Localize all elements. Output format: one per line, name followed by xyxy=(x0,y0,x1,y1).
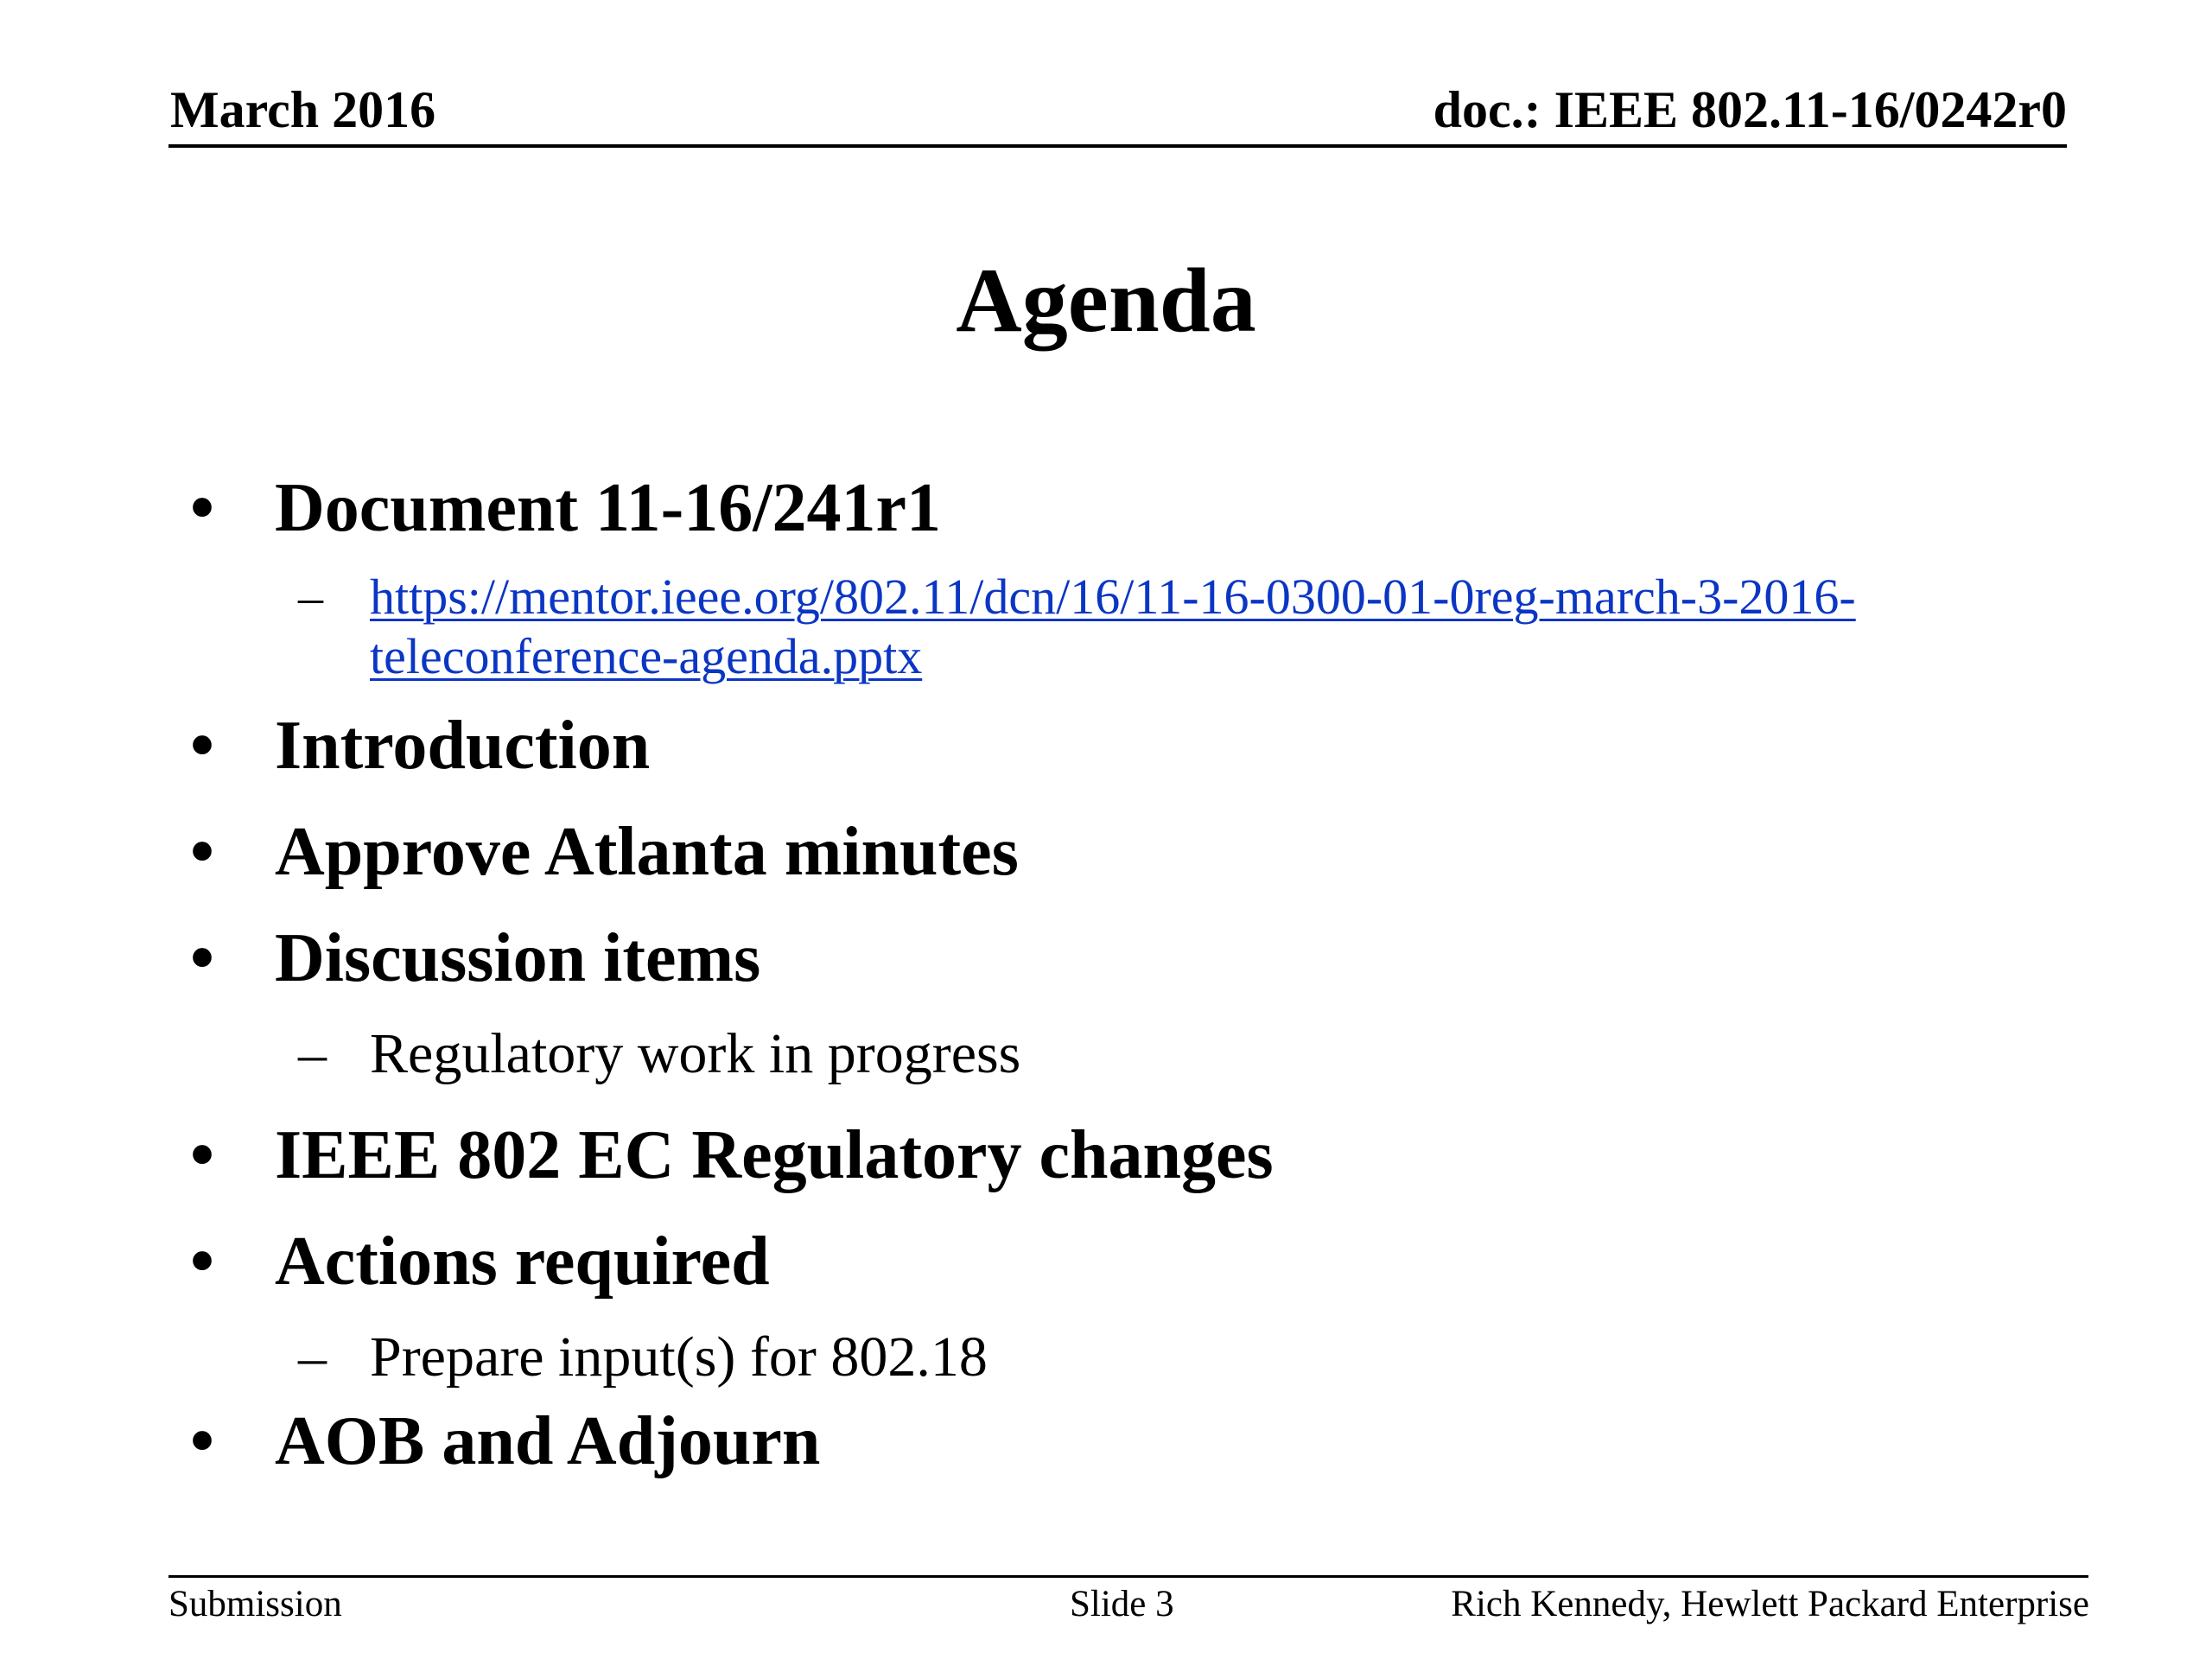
header-divider xyxy=(168,144,2067,148)
agenda-item-approve-minutes xyxy=(190,814,1019,890)
agenda-item-discussion xyxy=(190,920,761,996)
sub-item-dash: – xyxy=(298,1022,327,1085)
sub-item-label: Regulatory work in progress xyxy=(370,1022,1021,1085)
agenda-item-label: Discussion items xyxy=(275,920,761,996)
sub-item-regulatory-work xyxy=(298,1022,1021,1085)
bullet-icon: • xyxy=(190,1224,215,1300)
agenda-item-document xyxy=(190,470,942,546)
sub-item-dash: – xyxy=(298,569,323,625)
agenda-item-actions xyxy=(190,1224,770,1300)
agenda-item-ec-changes xyxy=(190,1117,1274,1193)
agenda-item-label: Introduction xyxy=(275,708,651,784)
footer-divider xyxy=(168,1575,2088,1578)
bullet-icon: • xyxy=(190,470,215,546)
sub-item-label: Prepare input(s) for 802.18 xyxy=(370,1325,988,1389)
header-doc-id: doc.: IEEE 802.11-16/0242r0 xyxy=(1433,81,2067,138)
agenda-item-aob xyxy=(190,1403,821,1479)
agenda-item-label: AOB and Adjourn xyxy=(275,1403,821,1479)
sub-item-dash: – xyxy=(298,1325,327,1389)
agenda-document-link-line2[interactable]: teleconference-agenda.pptx xyxy=(370,628,923,684)
bullet-icon: • xyxy=(190,814,215,890)
footer-slide-number: Slide 3 xyxy=(1070,1584,1174,1624)
agenda-item-label: Document 11-16/241r1 xyxy=(275,470,942,546)
bullet-icon: • xyxy=(190,920,215,996)
bullet-icon: • xyxy=(190,1117,215,1193)
agenda-document-link-line1[interactable]: https://mentor.ieee.org/802.11/dcn/16/11-16-0300-01-0reg-march-3-2016- xyxy=(370,569,1856,625)
agenda-item-label: IEEE 802 EC Regulatory changes xyxy=(275,1117,1274,1193)
header-date: March 2016 xyxy=(170,81,436,138)
agenda-item-label: Actions required xyxy=(275,1224,770,1300)
footer-submission: Submission xyxy=(168,1584,342,1624)
footer-author: Rich Kennedy, Hewlett Packard Enterprise xyxy=(1451,1584,2089,1624)
bullet-icon: • xyxy=(190,1403,215,1479)
agenda-item-introduction xyxy=(190,708,651,784)
sub-item-prepare-input xyxy=(298,1325,988,1389)
slide-title: Agenda xyxy=(956,250,1256,351)
bullet-icon: • xyxy=(190,708,215,784)
agenda-item-label: Approve Atlanta minutes xyxy=(275,814,1019,890)
